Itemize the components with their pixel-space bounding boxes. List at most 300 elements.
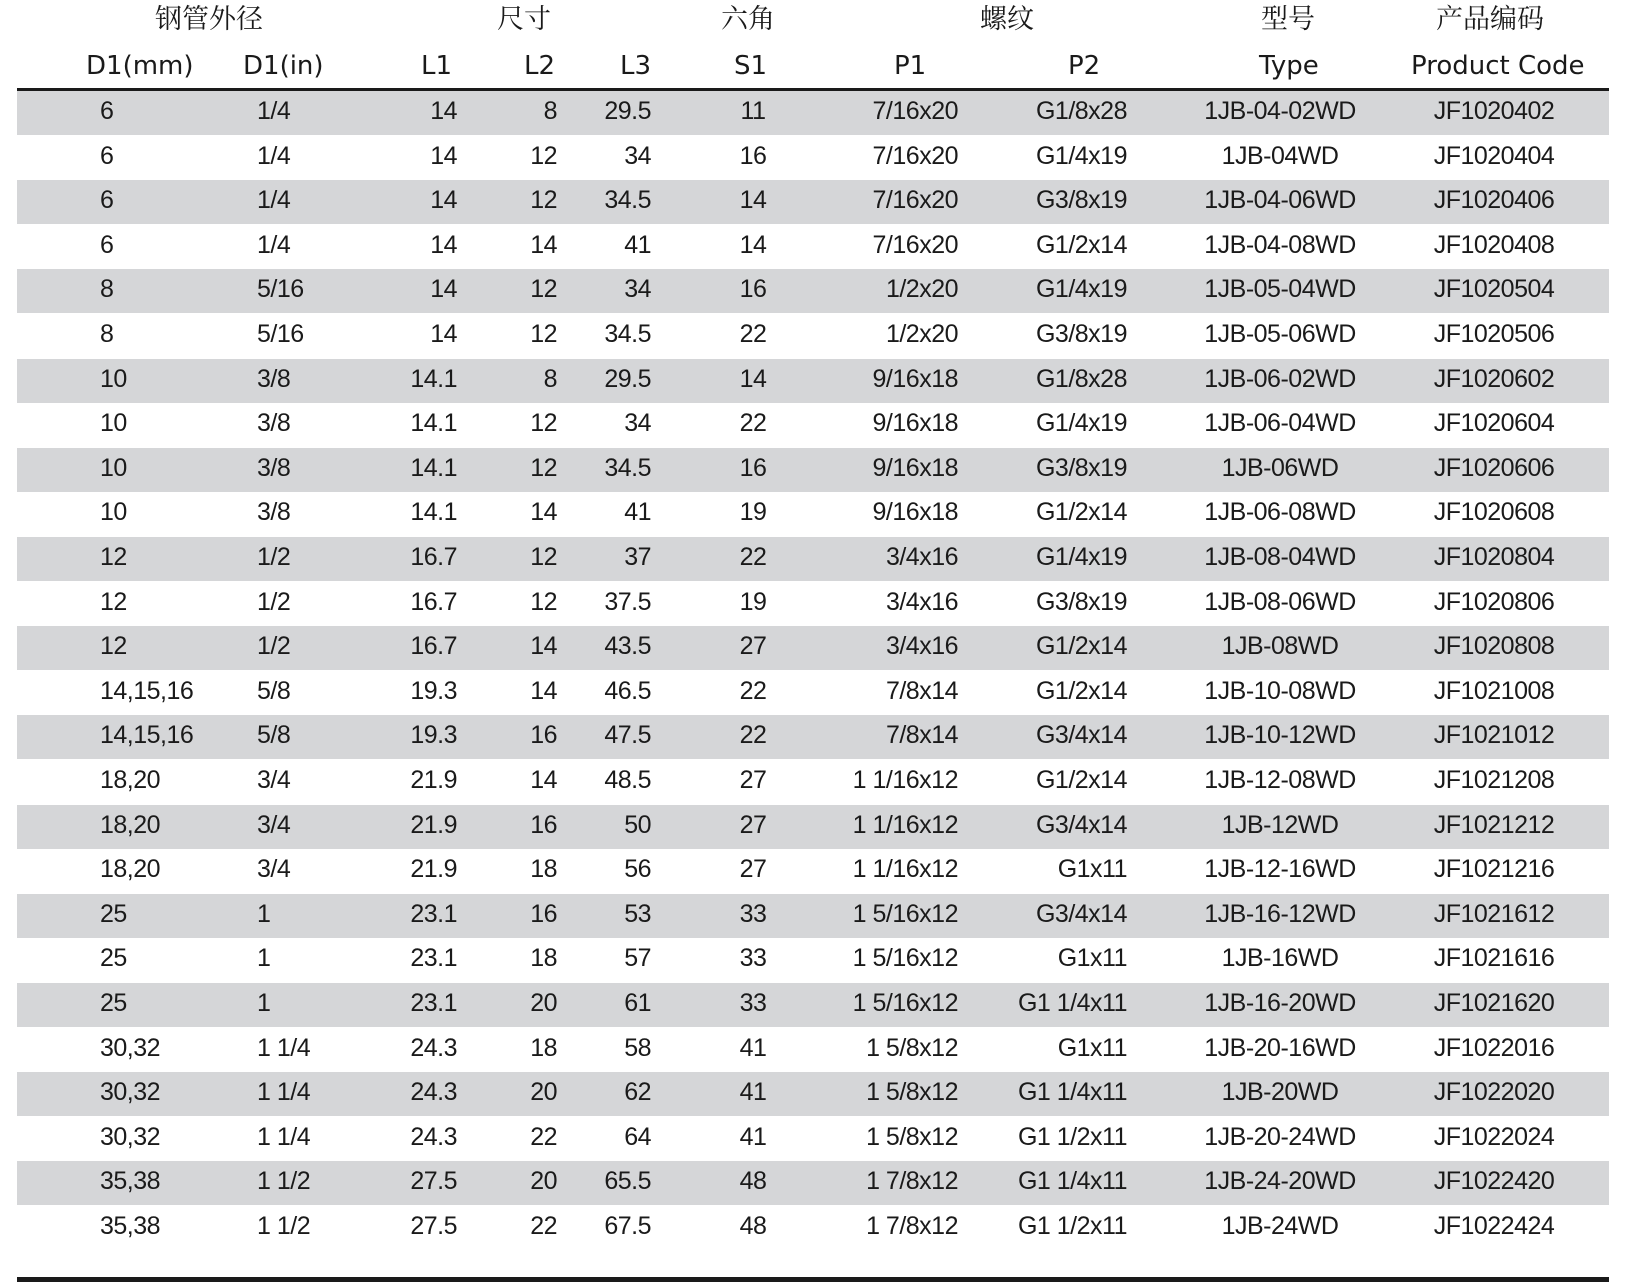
table-row <box>17 269 1609 313</box>
cell-l1: 27.5 <box>410 1167 457 1196</box>
cell-l1: 19.3 <box>410 676 457 705</box>
table-row <box>17 894 1609 938</box>
cell-p2: G1/4x19 <box>1035 141 1127 170</box>
cell-p2: G1/4x19 <box>1035 409 1127 438</box>
cell-p2: G3/8x19 <box>1035 320 1127 348</box>
table-row <box>17 136 1609 180</box>
cell-s1: 16 <box>739 141 767 170</box>
cell-d1-mm: 6 <box>100 141 114 170</box>
cell-l2: 20 <box>530 1167 557 1196</box>
cell-l3: 47.5 <box>604 721 651 750</box>
cell-d1-in: 3/8 <box>257 453 291 482</box>
cell-d1-mm: 12 <box>100 632 127 661</box>
cell-product-code: JF1020608 <box>1433 498 1555 527</box>
cell-l3: 56 <box>624 855 651 884</box>
cell-s1: 41 <box>739 1078 767 1107</box>
col-header-l3: L3 <box>620 51 652 81</box>
cell-d1-in: 1/4 <box>257 141 291 170</box>
cell-l2: 22 <box>530 1212 557 1240</box>
cell-p2: G1/2x14 <box>1035 632 1127 661</box>
cell-p2: G3/4x14 <box>1035 810 1127 839</box>
cell-d1-in: 1 1/4 <box>257 1078 311 1107</box>
cell-p2: G3/8x19 <box>1035 453 1127 482</box>
cell-d1-mm: 8 <box>100 320 114 348</box>
cell-type: 1JB-05-06WD <box>1204 320 1356 348</box>
cell-l1: 16.7 <box>410 543 457 571</box>
cell-s1: 16 <box>739 275 767 304</box>
cell-s1: 16 <box>739 453 767 482</box>
cell-product-code: JF1022024 <box>1433 1122 1555 1151</box>
cell-type: 1JB-04WD <box>1221 141 1339 170</box>
cell-l2: 12 <box>530 320 557 348</box>
cell-p2: G1 1/2x11 <box>1017 1212 1127 1240</box>
col-header-l2: L2 <box>524 51 556 81</box>
cell-product-code: JF1021012 <box>1433 721 1555 750</box>
col-header-type: Type <box>1259 51 1319 81</box>
cell-d1-in: 5/8 <box>257 676 291 705</box>
cell-d1-in: 1/4 <box>257 230 291 259</box>
cell-d1-mm: 6 <box>100 97 114 125</box>
cell-d1-mm: 12 <box>100 587 127 616</box>
cell-d1-in: 1/4 <box>257 186 291 215</box>
group-header-thread: 螺纹 <box>980 4 1034 35</box>
cell-p1: 1 1/16x12 <box>852 810 958 839</box>
cell-l1: 14 <box>430 186 457 215</box>
cell-s1: 33 <box>739 989 767 1017</box>
cell-type: 1JB-06-08WD <box>1204 498 1356 527</box>
table-row <box>17 1072 1609 1116</box>
cell-product-code: JF1021620 <box>1433 989 1555 1017</box>
cell-p2: G1x11 <box>1057 855 1127 884</box>
cell-d1-in: 1/2 <box>257 587 291 616</box>
cell-p2: G1/2x14 <box>1035 230 1127 259</box>
table-row <box>17 180 1609 224</box>
cell-p1: 7/16x20 <box>872 141 958 170</box>
cell-l3: 41 <box>624 230 651 259</box>
cell-s1: 14 <box>739 186 767 215</box>
cell-p1: 9/16x18 <box>872 498 958 527</box>
cell-s1: 27 <box>739 766 767 794</box>
cell-product-code: JF1022420 <box>1433 1167 1555 1196</box>
cell-p1: 9/16x18 <box>872 364 958 393</box>
cell-s1: 14 <box>739 230 767 259</box>
cell-p2: G1x11 <box>1057 1033 1127 1062</box>
cell-s1: 11 <box>740 97 766 125</box>
cell-l2: 20 <box>530 1078 557 1107</box>
cell-p2: G1 1/2x11 <box>1017 1122 1127 1151</box>
cell-p2: G1/4x19 <box>1035 275 1127 304</box>
group-header-model: 型号 <box>1261 4 1315 35</box>
cell-d1-mm: 25 <box>100 899 127 928</box>
cell-d1-mm: 8 <box>100 275 114 304</box>
cell-l1: 14.1 <box>410 364 457 393</box>
cell-p1: 7/8x14 <box>885 676 958 705</box>
cell-type: 1JB-24WD <box>1221 1212 1339 1240</box>
cell-d1-mm: 6 <box>100 186 114 215</box>
cell-type: 1JB-12-16WD <box>1204 855 1356 884</box>
cell-l2: 16 <box>530 721 557 750</box>
cell-l3: 58 <box>624 1033 651 1062</box>
cell-l3: 50 <box>624 810 651 839</box>
table-row <box>17 225 1609 269</box>
cell-d1-mm: 14,15,16 <box>100 676 194 705</box>
table-row <box>17 760 1609 804</box>
cell-type: 1JB-10-08WD <box>1204 676 1356 705</box>
cell-l2: 8 <box>543 364 557 393</box>
cell-l1: 14 <box>430 320 457 348</box>
table-row <box>17 582 1609 626</box>
cell-d1-in: 1/4 <box>257 97 291 125</box>
cell-product-code: JF1020406 <box>1433 186 1555 215</box>
cell-p2: G3/8x19 <box>1035 186 1127 215</box>
cell-l3: 37 <box>624 543 651 571</box>
cell-s1: 22 <box>739 409 767 438</box>
table-row <box>17 91 1609 135</box>
cell-p2: G3/4x14 <box>1035 721 1127 750</box>
cell-p1: 1 1/16x12 <box>852 855 958 884</box>
cell-p1: 3/4x16 <box>885 632 958 661</box>
col-header-l1: L1 <box>421 51 453 81</box>
cell-d1-in: 1 <box>257 944 271 973</box>
cell-d1-in: 5/8 <box>257 721 291 750</box>
cell-product-code: JF1020808 <box>1433 632 1555 661</box>
cell-p1: 7/8x14 <box>885 721 958 750</box>
cell-l2: 12 <box>530 453 557 482</box>
cell-l3: 34 <box>624 275 651 304</box>
cell-l3: 34.5 <box>604 186 651 215</box>
table-row <box>17 492 1609 536</box>
cell-product-code: JF1020404 <box>1433 141 1555 170</box>
cell-product-code: JF1021208 <box>1433 766 1555 794</box>
cell-l1: 19.3 <box>410 721 457 750</box>
cell-l1: 27.5 <box>410 1212 457 1240</box>
cell-product-code: JF1022020 <box>1433 1078 1555 1107</box>
cell-l3: 67.5 <box>604 1212 651 1240</box>
cell-s1: 48 <box>739 1167 767 1196</box>
cell-p1: 1/2x20 <box>885 320 958 348</box>
cell-l3: 48.5 <box>604 766 651 794</box>
cell-l2: 12 <box>530 587 557 616</box>
cell-s1: 41 <box>739 1122 767 1151</box>
cell-product-code: JF1021212 <box>1433 810 1555 839</box>
cell-type: 1JB-06-02WD <box>1204 364 1356 393</box>
cell-d1-mm: 35,38 <box>100 1167 161 1196</box>
cell-d1-mm: 35,38 <box>100 1212 161 1240</box>
cell-l2: 14 <box>530 498 557 527</box>
table-row <box>17 626 1609 670</box>
cell-d1-in: 1 1/4 <box>257 1122 311 1151</box>
cell-type: 1JB-10-12WD <box>1204 721 1356 750</box>
cell-d1-mm: 10 <box>100 364 127 393</box>
table-row <box>17 314 1609 358</box>
cell-l2: 18 <box>530 944 557 973</box>
cell-l3: 29.5 <box>604 364 651 393</box>
cell-l3: 64 <box>624 1122 651 1151</box>
cell-l2: 20 <box>530 989 557 1017</box>
cell-type: 1JB-06-04WD <box>1204 409 1356 438</box>
cell-p2: G3/4x14 <box>1035 899 1127 928</box>
col-header-d1-mm: D1(mm) <box>86 51 194 81</box>
table-row <box>17 715 1609 759</box>
cell-p1: 1 5/8x12 <box>866 1033 958 1062</box>
cell-l1: 21.9 <box>410 766 457 794</box>
cell-l1: 14 <box>430 275 457 304</box>
cell-product-code: JF1021008 <box>1433 676 1555 705</box>
cell-d1-in: 5/16 <box>257 320 304 348</box>
cell-l3: 29.5 <box>604 97 651 125</box>
table-row <box>17 1117 1609 1161</box>
group-header-tube-od: 钢管外径 <box>155 4 263 35</box>
cell-d1-in: 1 <box>257 989 271 1017</box>
cell-s1: 19 <box>739 587 767 616</box>
cell-s1: 22 <box>739 676 767 705</box>
cell-type: 1JB-06WD <box>1221 453 1339 482</box>
cell-p1: 3/4x16 <box>885 543 958 571</box>
cell-l2: 14 <box>530 676 557 705</box>
cell-l1: 14 <box>430 230 457 259</box>
cell-product-code: JF1020602 <box>1433 364 1555 393</box>
cell-d1-mm: 12 <box>100 543 127 571</box>
cell-d1-mm: 18,20 <box>100 810 161 839</box>
cell-p2: G1/4x19 <box>1035 543 1127 571</box>
cell-product-code: JF1020804 <box>1433 543 1555 571</box>
cell-s1: 22 <box>739 320 767 348</box>
cell-l2: 22 <box>530 1122 557 1151</box>
cell-p1: 1 7/8x12 <box>866 1167 958 1196</box>
col-header-p2: P2 <box>1068 51 1101 81</box>
cell-d1-in: 1 1/2 <box>257 1167 311 1196</box>
cell-s1: 27 <box>739 810 767 839</box>
cell-l2: 18 <box>530 855 557 884</box>
group-header-product-code: 产品编码 <box>1436 4 1544 35</box>
cell-p2: G1 1/4x11 <box>1017 1078 1127 1107</box>
cell-l1: 24.3 <box>410 1122 457 1151</box>
cell-p1: 9/16x18 <box>872 409 958 438</box>
cell-d1-in: 1 1/4 <box>257 1033 311 1062</box>
cell-s1: 41 <box>739 1033 767 1062</box>
cell-p2: G1/2x14 <box>1035 766 1127 794</box>
cell-s1: 33 <box>739 944 767 973</box>
cell-l3: 46.5 <box>604 676 651 705</box>
table-row <box>17 938 1609 982</box>
cell-product-code: JF1020504 <box>1433 275 1555 304</box>
cell-type: 1JB-20-16WD <box>1204 1033 1356 1062</box>
cell-product-code: JF1020408 <box>1433 230 1555 259</box>
cell-l1: 14 <box>430 97 457 125</box>
table-row <box>17 983 1609 1027</box>
cell-d1-in: 3/4 <box>257 766 291 794</box>
cell-product-code: JF1020402 <box>1433 97 1555 125</box>
table-row <box>17 1161 1609 1205</box>
cell-p1: 3/4x16 <box>885 587 958 616</box>
cell-p2: G1 1/4x11 <box>1017 989 1127 1017</box>
cell-type: 1JB-05-04WD <box>1204 275 1356 304</box>
table-row <box>17 537 1609 581</box>
cell-d1-mm: 10 <box>100 453 127 482</box>
cell-l1: 14.1 <box>410 498 457 527</box>
cell-type: 1JB-20-24WD <box>1204 1122 1356 1151</box>
cell-p1: 1 5/8x12 <box>866 1078 958 1107</box>
cell-l3: 57 <box>624 944 651 973</box>
cell-l3: 34.5 <box>604 453 651 482</box>
cell-type: 1JB-16-20WD <box>1204 989 1356 1017</box>
cell-product-code: JF1022016 <box>1433 1033 1555 1062</box>
cell-p1: 7/16x20 <box>872 186 958 215</box>
cell-type: 1JB-16-12WD <box>1204 899 1356 928</box>
cell-d1-mm: 10 <box>100 409 127 438</box>
col-header-d1-in: D1(in) <box>243 51 324 81</box>
cell-p1: 1 1/16x12 <box>852 766 958 794</box>
cell-l1: 14.1 <box>410 409 457 438</box>
cell-p2: G1x11 <box>1057 944 1127 973</box>
cell-l3: 62 <box>624 1078 651 1107</box>
cell-d1-in: 3/4 <box>257 855 291 884</box>
table-row <box>17 359 1609 403</box>
cell-d1-mm: 18,20 <box>100 855 161 884</box>
table-row <box>17 403 1609 447</box>
cell-p2: G1/2x14 <box>1035 676 1127 705</box>
cell-type: 1JB-08-06WD <box>1204 587 1356 616</box>
cell-l2: 16 <box>530 899 557 928</box>
cell-l3: 34 <box>624 409 651 438</box>
group-header-hex: 六角 <box>721 4 775 35</box>
cell-type: 1JB-12-08WD <box>1204 766 1356 794</box>
cell-l3: 34.5 <box>604 320 651 348</box>
cell-l1: 14.1 <box>410 453 457 482</box>
cell-type: 1JB-24-20WD <box>1204 1167 1356 1196</box>
cell-l2: 12 <box>530 543 557 571</box>
cell-l3: 53 <box>624 899 651 928</box>
cell-d1-mm: 6 <box>100 230 114 259</box>
cell-s1: 22 <box>739 721 767 750</box>
cell-s1: 48 <box>739 1212 767 1240</box>
cell-l1: 14 <box>430 141 457 170</box>
footer-rule <box>17 1277 1609 1282</box>
cell-type: 1JB-04-02WD <box>1204 97 1356 125</box>
table-row <box>17 849 1609 893</box>
cell-l1: 16.7 <box>410 587 457 616</box>
cell-l1: 16.7 <box>410 632 457 661</box>
cell-d1-in: 3/8 <box>257 364 291 393</box>
cell-s1: 14 <box>739 364 767 393</box>
cell-p1: 7/16x20 <box>872 230 958 259</box>
table-row <box>17 671 1609 715</box>
cell-l2: 12 <box>530 409 557 438</box>
cell-d1-in: 1/2 <box>257 632 291 661</box>
cell-l2: 16 <box>530 810 557 839</box>
cell-product-code: JF1020806 <box>1433 587 1555 616</box>
cell-d1-mm: 25 <box>100 944 127 973</box>
col-header-s1: S1 <box>734 51 768 81</box>
cell-l2: 12 <box>530 275 557 304</box>
cell-type: 1JB-12WD <box>1221 810 1339 839</box>
cell-s1: 19 <box>739 498 767 527</box>
cell-l2: 8 <box>543 97 557 125</box>
cell-s1: 27 <box>739 855 767 884</box>
cell-p1: 1 7/8x12 <box>866 1212 958 1240</box>
cell-d1-in: 3/8 <box>257 498 291 527</box>
cell-d1-mm: 30,32 <box>100 1078 161 1107</box>
cell-product-code: JF1021616 <box>1433 944 1555 973</box>
cell-l1: 24.3 <box>410 1078 457 1107</box>
cell-d1-in: 3/4 <box>257 810 291 839</box>
cell-l3: 43.5 <box>604 632 651 661</box>
cell-p2: G1/2x14 <box>1035 498 1127 527</box>
cell-l3: 61 <box>624 989 651 1017</box>
cell-p2: G1/8x28 <box>1035 97 1127 125</box>
cell-p1: 7/16x20 <box>872 97 958 125</box>
cell-p1: 1 5/8x12 <box>866 1122 958 1151</box>
cell-d1-in: 5/16 <box>257 275 304 304</box>
cell-p1: 1/2x20 <box>885 275 958 304</box>
cell-d1-in: 1 <box>257 899 271 928</box>
cell-product-code: JF1022424 <box>1433 1212 1555 1240</box>
cell-l2: 12 <box>530 141 557 170</box>
cell-l2: 18 <box>530 1033 557 1062</box>
cell-p2: G3/8x19 <box>1035 587 1127 616</box>
cell-l1: 21.9 <box>410 855 457 884</box>
cell-l2: 14 <box>530 766 557 794</box>
cell-type: 1JB-20WD <box>1221 1078 1339 1107</box>
cell-p2: G1/8x28 <box>1035 364 1127 393</box>
cell-d1-mm: 18,20 <box>100 766 161 794</box>
cell-d1-in: 1 1/2 <box>257 1212 311 1240</box>
cell-l3: 65.5 <box>604 1167 651 1196</box>
cell-type: 1JB-08WD <box>1221 632 1339 661</box>
cell-l1: 24.3 <box>410 1033 457 1062</box>
col-header-p1: P1 <box>894 51 927 81</box>
cell-l1: 23.1 <box>410 899 457 928</box>
cell-s1: 27 <box>739 632 767 661</box>
cell-type: 1JB-16WD <box>1221 944 1339 973</box>
cell-d1-in: 1/2 <box>257 543 291 571</box>
cell-p1: 1 5/16x12 <box>852 989 958 1017</box>
cell-s1: 22 <box>739 543 767 571</box>
cell-l1: 23.1 <box>410 989 457 1017</box>
cell-d1-mm: 10 <box>100 498 127 527</box>
cell-product-code: JF1020506 <box>1433 320 1555 348</box>
cell-p2: G1 1/4x11 <box>1017 1167 1127 1196</box>
cell-l2: 14 <box>530 230 557 259</box>
cell-product-code: JF1021612 <box>1433 899 1555 928</box>
table-row <box>17 805 1609 849</box>
group-header-dimensions: 尺寸 <box>497 4 551 35</box>
cell-d1-mm: 14,15,16 <box>100 721 194 750</box>
cell-product-code: JF1021216 <box>1433 855 1555 884</box>
cell-l3: 37.5 <box>604 587 651 616</box>
cell-type: 1JB-04-06WD <box>1204 186 1356 215</box>
cell-type: 1JB-04-08WD <box>1204 230 1356 259</box>
cell-l3: 34 <box>624 141 651 170</box>
cell-p1: 1 5/16x12 <box>852 944 958 973</box>
table-row <box>17 448 1609 492</box>
col-header-product-code: Product Code <box>1411 51 1585 81</box>
cell-l1: 23.1 <box>410 944 457 973</box>
cell-s1: 33 <box>739 899 767 928</box>
cell-type: 1JB-08-04WD <box>1204 543 1356 571</box>
cell-l2: 12 <box>530 186 557 215</box>
cell-p1: 1 5/16x12 <box>852 899 958 928</box>
cell-d1-mm: 30,32 <box>100 1122 161 1151</box>
cell-product-code: JF1020604 <box>1433 409 1555 438</box>
cell-l1: 21.9 <box>410 810 457 839</box>
table-row <box>17 1206 1609 1250</box>
cell-l3: 41 <box>624 498 651 527</box>
cell-l2: 14 <box>530 632 557 661</box>
cell-d1-in: 3/8 <box>257 409 291 438</box>
cell-product-code: JF1020606 <box>1433 453 1555 482</box>
table-row <box>17 1028 1609 1072</box>
